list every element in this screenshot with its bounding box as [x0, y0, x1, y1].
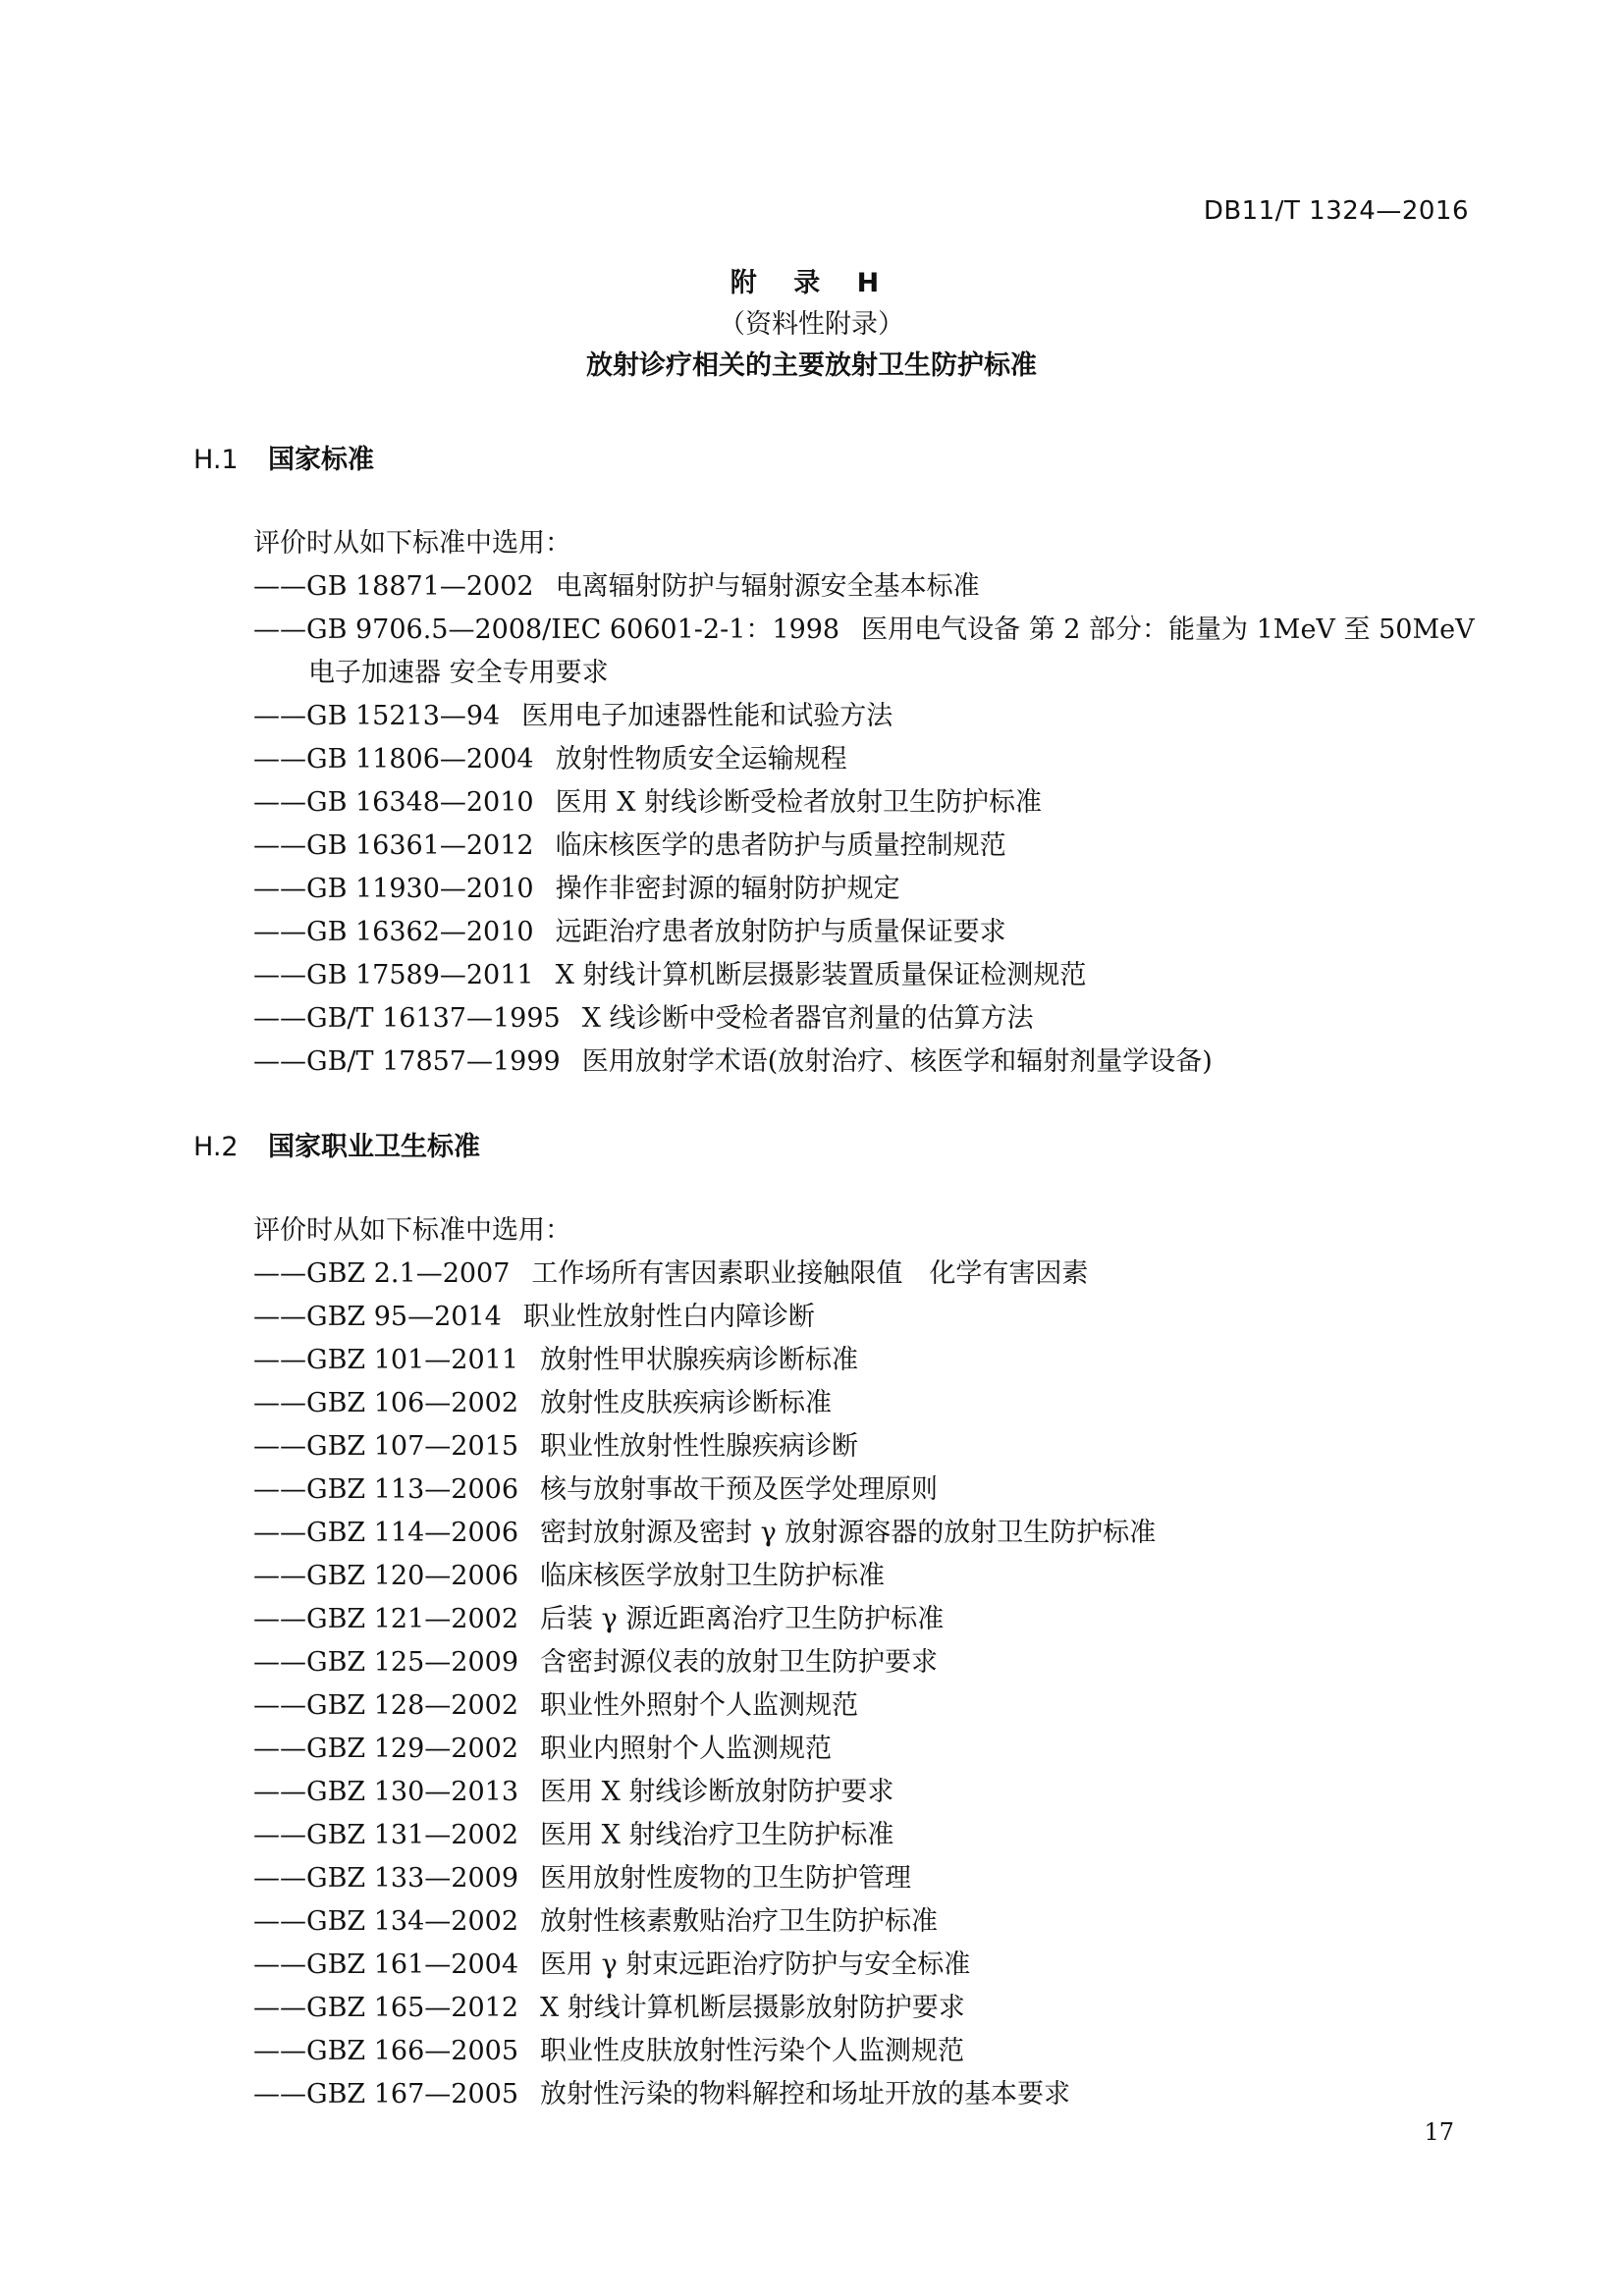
standard-list-h2 [253, 1209, 1490, 2116]
standard-list-h1 [253, 522, 1490, 1084]
section-heading-h2 [193, 1125, 480, 1163]
section-name: 国家标准 [268, 445, 374, 475]
section-heading-h1 [193, 438, 374, 476]
list-item: ——GB 18871—2002 电离辐射防护与辐射源安全基本标准 [253, 571, 980, 602]
list-item: ——GBZ 129—2002 职业内照射个人监测规范 [253, 1734, 832, 1764]
list-item: ——GB 9706.5—2008/IEC 60601-2-1：1998 医用电气设备 第 2 部分：能量为 1MeV 至 50MeV 电子加速器 安全专用要求 [253, 614, 1475, 688]
list-item: ——GB 17589—2011 X 射线计算机断层摄影装置质量保证检测规范 [253, 960, 1087, 990]
list-item: ——GB/T 17857—1999 医用放射学术语(放射治疗、核医学和辐射剂量学设备) [253, 1046, 1213, 1077]
list-item: ——GBZ 2.1—2007 工作场所有害因素职业接触限值 化学有害因素 [253, 1258, 1089, 1289]
list-item: ——GB 16348—2010 医用 X 射线诊断受检者放射卫生防护标准 [253, 787, 1042, 818]
list-item: ——GBZ 114—2006 密封放射源及密封 γ 放射源容器的放射卫生防护标准 [253, 1518, 1157, 1548]
list-item: ——GB 15213—94 医用电子加速器性能和试验方法 [253, 701, 893, 731]
list-item: ——GBZ 133—2009 医用放射性废物的卫生防护管理 [253, 1863, 911, 1894]
section-number: H.2 [193, 1132, 239, 1162]
list-item: ——GB 16361—2012 临床核医学的患者防护与质量控制规范 [253, 830, 1006, 861]
list-item: ——GBZ 161—2004 医用 γ 射束远距治疗防护与安全标准 [253, 1949, 971, 1980]
section-name: 国家职业卫生标准 [268, 1132, 480, 1162]
appendix-type: （资料性附录） [719, 309, 904, 340]
list-intro: 评价时从如下标准中选用： [253, 1215, 571, 1246]
appendix-label: 附 录 H [730, 268, 893, 298]
list-item: ——GBZ 166—2005 职业性皮肤放射性污染个人监测规范 [253, 2036, 964, 2066]
list-intro: 评价时从如下标准中选用： [253, 528, 571, 559]
list-item: ——GBZ 131—2002 医用 X 射线治疗卫生防护标准 [253, 1820, 894, 1850]
list-item: ——GBZ 165—2012 X 射线计算机断层摄影放射防护要求 [253, 1993, 965, 2023]
appendix-main-title: 放射诊疗相关的主要放射卫生防护标准 [586, 350, 1037, 381]
list-item: ——GB 16362—2010 远距治疗患者放射防护与质量保证要求 [253, 917, 1006, 947]
list-item: ——GBZ 95—2014 职业性放射性白内障诊断 [253, 1302, 815, 1332]
list-item: ——GBZ 106—2002 放射性皮肤疾病诊断标准 [253, 1388, 832, 1418]
list-item: ——GB 11930—2010 操作非密封源的辐射防护规定 [253, 874, 900, 904]
list-item: ——GBZ 121—2002 后装 γ 源近距离治疗卫生防护标准 [253, 1604, 945, 1634]
list-item: ——GB 11806—2004 放射性物质安全运输规程 [253, 744, 847, 774]
list-item: ——GBZ 130—2013 医用 X 射线诊断放射防护要求 [253, 1777, 894, 1807]
section-number: H.1 [193, 445, 239, 475]
list-item: ——GBZ 167—2005 放射性污染的物料解控和场址开放的基本要求 [253, 2079, 1070, 2109]
page-number: 17 [1424, 2118, 1454, 2146]
list-item: ——GBZ 107—2015 职业性放射性性腺疾病诊断 [253, 1431, 858, 1462]
list-item: ——GB/T 16137—1995 X 线诊断中受检者器官剂量的估算方法 [253, 1003, 1034, 1034]
list-item: ——GBZ 101—2011 放射性甲状腺疾病诊断标准 [253, 1345, 858, 1375]
list-item: ——GBZ 125—2009 含密封源仪表的放射卫生防护要求 [253, 1647, 938, 1678]
list-item: ——GBZ 113—2006 核与放射事故干预及医学处理原则 [253, 1474, 938, 1505]
document-code: DB11/T 1324—2016 [1203, 196, 1469, 226]
list-item: ——GBZ 120—2006 临床核医学放射卫生防护标准 [253, 1561, 885, 1591]
list-item: ——GBZ 134—2002 放射性核素敷贴治疗卫生防护标准 [253, 1906, 938, 1937]
appendix-title-block [0, 263, 1623, 387]
list-item: ——GBZ 128—2002 职业性外照射个人监测规范 [253, 1690, 858, 1721]
